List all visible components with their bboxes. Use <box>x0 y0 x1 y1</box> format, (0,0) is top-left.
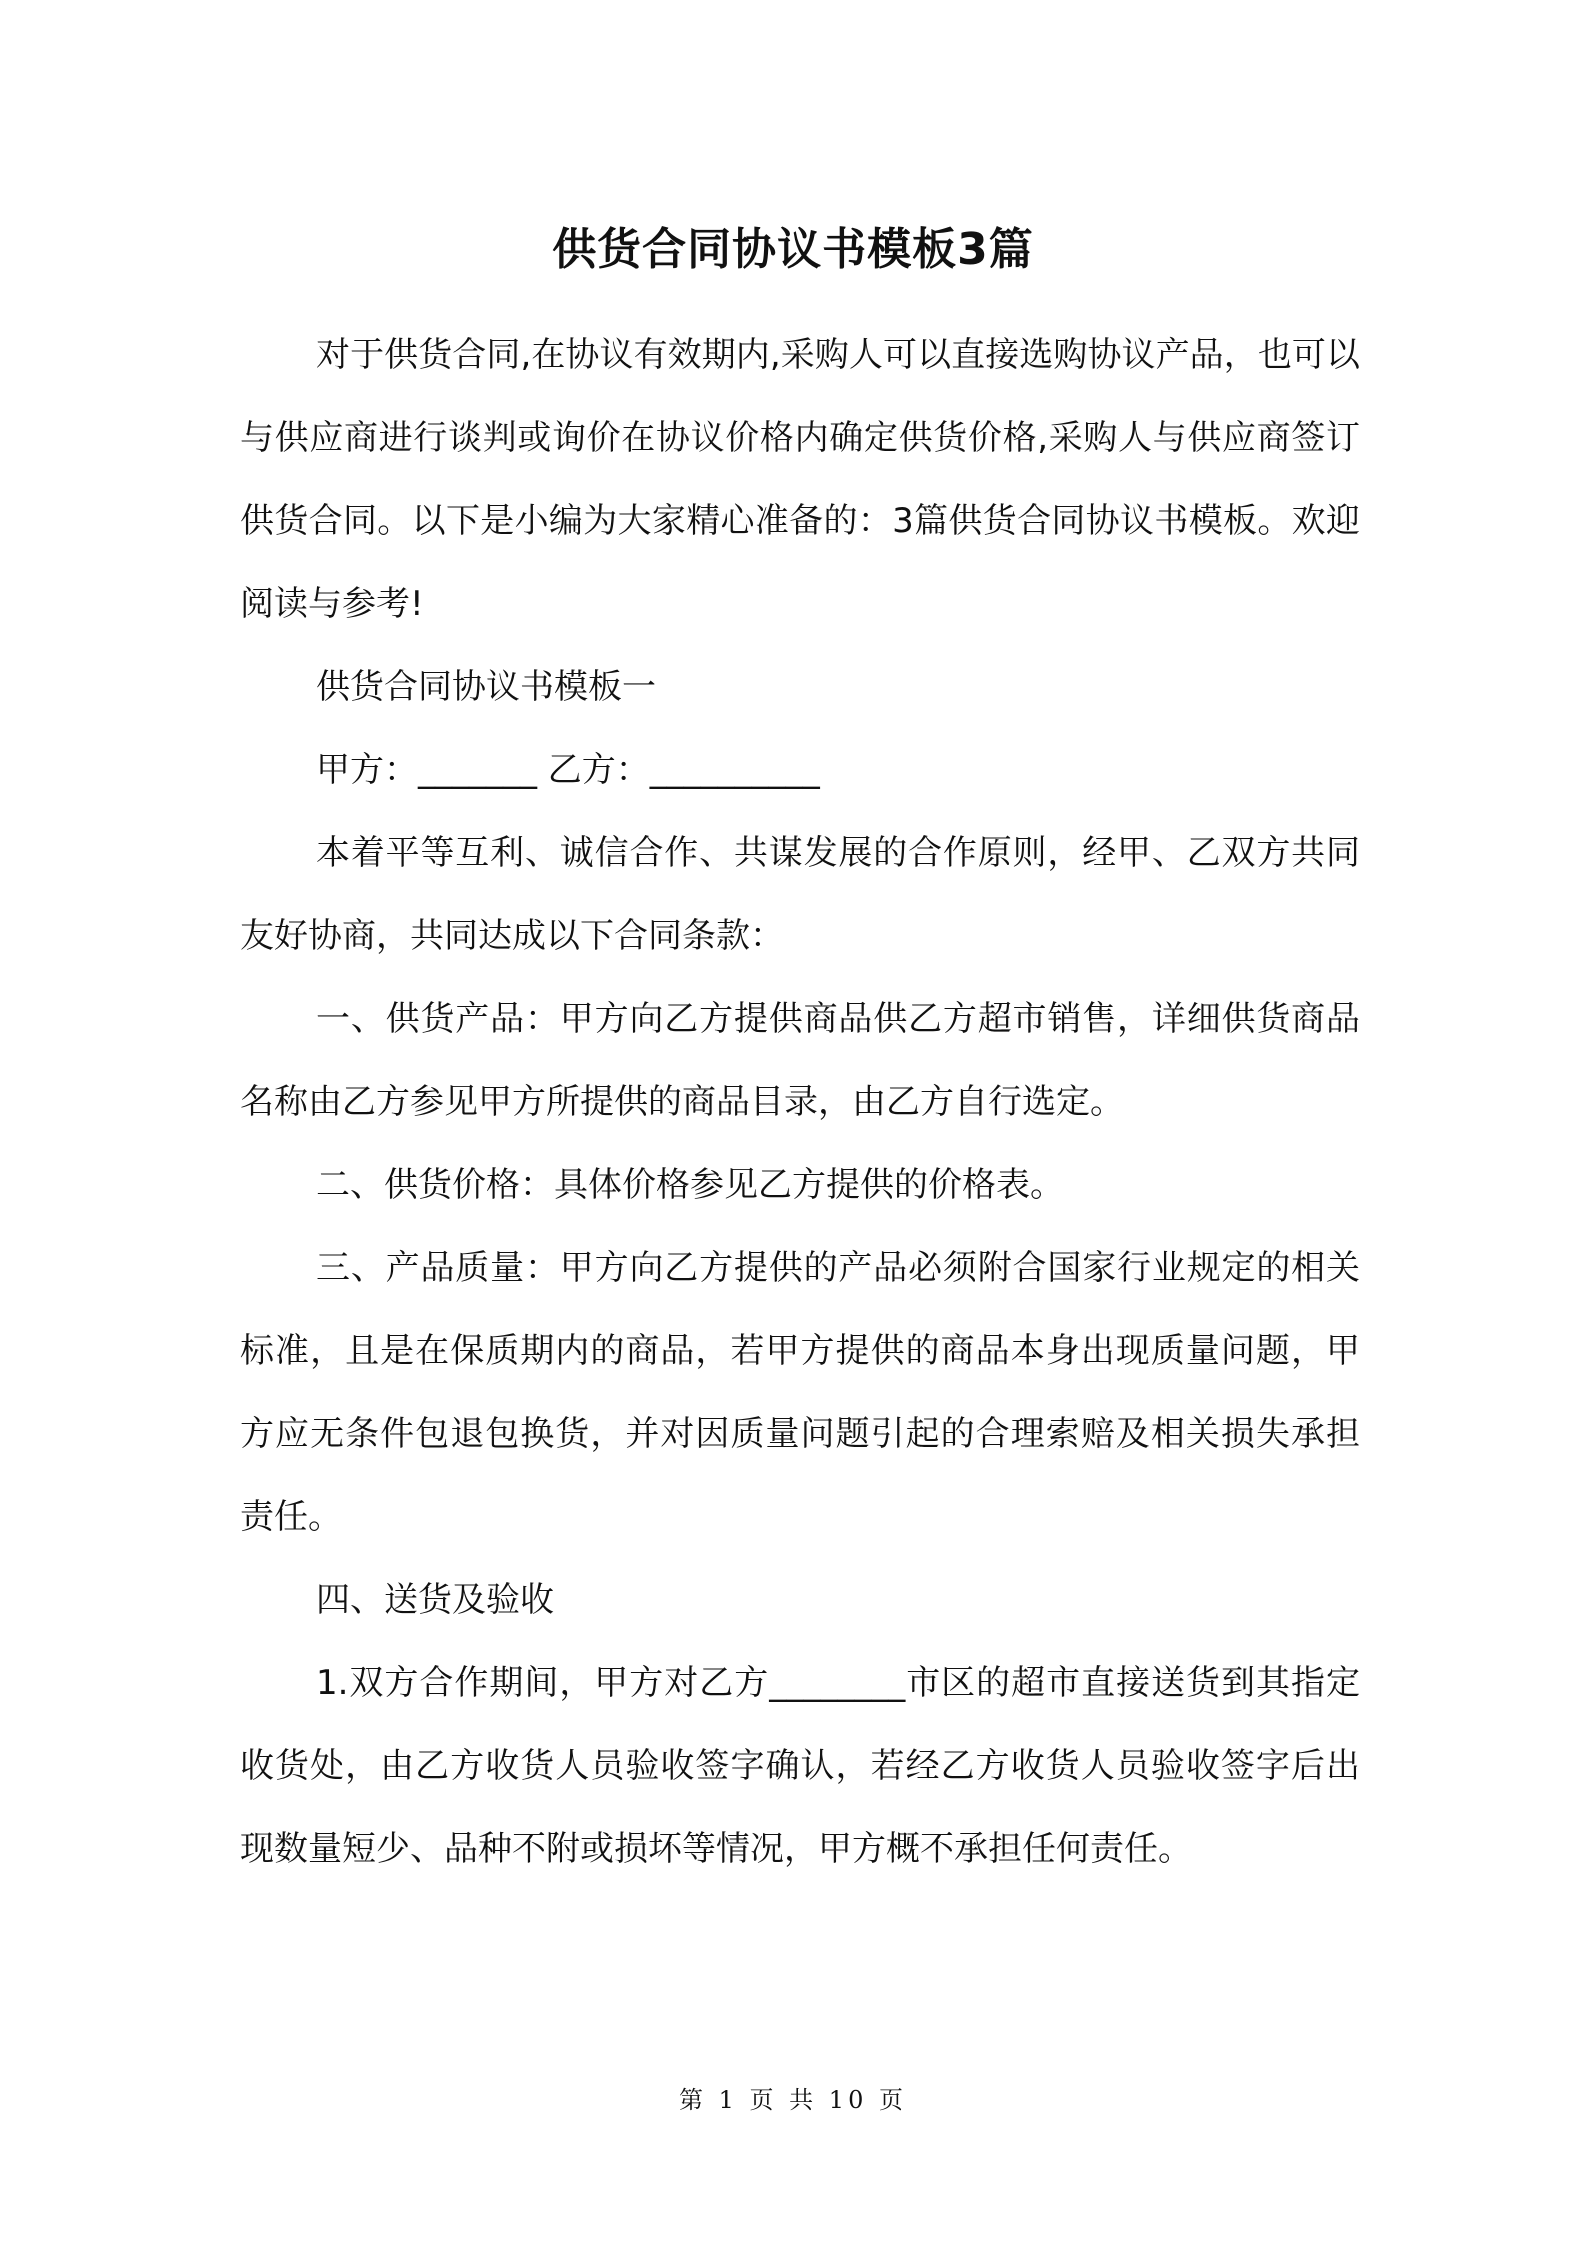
page-number-footer: 第 1 页 共 10 页 <box>679 2086 907 2114</box>
clause-delivery-item-1: 1.双方合作期间，甲方对乙方________市区的超市直接送货到其指定收货处，由乙方收货人员验收签字确认，若经乙方收货人员验收签字后出现数量短少、品种不附或损坏等情况，甲方概不承担任何责任。 <box>240 1663 1360 1869</box>
document-body <box>240 314 1360 1891</box>
clause-product-quality: 三、产品质量：甲方向乙方提供的产品必须附合国家行业规定的相关标准，且是在保质期内的商品，若甲方提供的商品本身出现质量问题，甲方应无条件包退包换货，并对因质量问题引起的合理索赔及相关损失承担责任。 <box>240 1248 1360 1537</box>
intro-paragraph: 对于供货合同,在协议有效期内,采购人可以直接选购协议产品，也可以与供应商进行谈判或询价在协议价格内确定供货价格,采购人与供应商签订供货合同。以下是小编为大家精心准备的：3篇供货合同协议书模板。欢迎阅读与参考! <box>240 335 1360 624</box>
parties-line: 甲方：_______ 乙方：__________ <box>316 750 820 790</box>
clause-supply-price: 二、供货价格：具体价格参见乙方提供的价格表。 <box>316 1165 1064 1205</box>
clause-supply-products: 一、供货产品：甲方向乙方提供商品供乙方超市销售，详细供货商品名称由乙方参见甲方所提供的商品目录，由乙方自行选定。 <box>240 999 1360 1122</box>
clause-delivery-heading: 四、送货及验收 <box>316 1580 554 1620</box>
section-heading-template-one: 供货合同协议书模板一 <box>316 667 656 707</box>
cooperation-principle-paragraph: 本着平等互利、诚信合作、共谋发展的合作原则，经甲、乙双方共同友好协商，共同达成以下合同条款： <box>240 833 1360 956</box>
document-title: 供货合同协议书模板3篇 <box>552 224 1034 275</box>
